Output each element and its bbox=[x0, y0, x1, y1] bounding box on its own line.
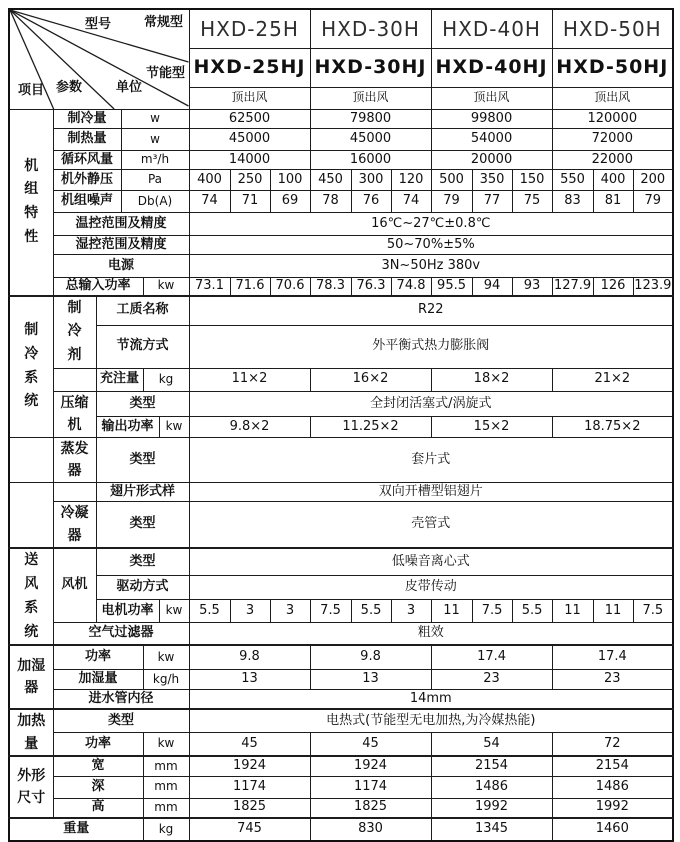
group-label: 制冷剂 bbox=[67, 299, 82, 364]
value-cell: 15×2 bbox=[431, 417, 552, 437]
value-cell: 20000 bbox=[431, 151, 552, 170]
value-cell: 3 bbox=[391, 600, 431, 623]
empty-cell bbox=[9, 437, 53, 483]
value-cell: 2154 bbox=[552, 756, 673, 776]
value-cell: 45000 bbox=[189, 129, 310, 151]
row-label: 类型 bbox=[53, 709, 189, 732]
corner-label-regular: 常规型 bbox=[144, 15, 184, 30]
value-cell: 250 bbox=[230, 170, 270, 191]
model-header: HXD-30H bbox=[310, 9, 431, 49]
value-cell: 16℃~27℃±0.8℃ bbox=[189, 213, 673, 236]
value-cell: 1460 bbox=[552, 818, 673, 841]
row-unit: mm bbox=[143, 776, 189, 798]
value-cell: 皮带传动 bbox=[189, 576, 673, 600]
value-cell: 74.8 bbox=[391, 278, 431, 296]
group-refrigerant bbox=[53, 296, 96, 369]
row-label: 深 bbox=[53, 776, 143, 798]
value-cell: 74 bbox=[391, 191, 431, 213]
model-header-eco: HXD-50HJ bbox=[552, 49, 673, 88]
row-label: 充注量 bbox=[96, 368, 143, 391]
row-label: 总输入功率 bbox=[53, 278, 143, 296]
row-label: 驱动方式 bbox=[96, 576, 189, 600]
value-cell: 200 bbox=[633, 170, 673, 191]
value-cell: 1174 bbox=[189, 776, 310, 798]
value-cell: 71.6 bbox=[230, 278, 270, 296]
value-cell: 350 bbox=[472, 170, 512, 191]
row-label: 电机功率 bbox=[96, 600, 159, 623]
value-cell: 75 bbox=[512, 191, 552, 213]
value-cell: 74 bbox=[189, 191, 230, 213]
value-cell: 3N~50Hz 380v bbox=[189, 255, 673, 278]
value-cell: 9.8 bbox=[189, 645, 310, 669]
model-header: HXD-25H bbox=[189, 9, 310, 49]
value-cell: 3 bbox=[270, 600, 310, 623]
row-unit: kw bbox=[143, 278, 189, 296]
value-cell: 300 bbox=[351, 170, 391, 191]
value-cell: 76 bbox=[351, 191, 391, 213]
row-label: 输出功率 bbox=[96, 417, 159, 437]
table-row bbox=[9, 818, 673, 841]
value-cell: 2154 bbox=[431, 756, 552, 776]
row-label: 循环风量 bbox=[53, 151, 121, 170]
value-cell: 1486 bbox=[552, 776, 673, 798]
row-label: 加湿量 bbox=[53, 669, 143, 689]
model-header-eco: HXD-30HJ bbox=[310, 49, 431, 88]
table-row bbox=[9, 417, 673, 437]
value-cell: 550 bbox=[552, 170, 593, 191]
table-row bbox=[9, 483, 673, 502]
row-unit: kw bbox=[159, 600, 189, 623]
value-cell: 壳管式 bbox=[189, 502, 673, 548]
row-label: 类型 bbox=[96, 437, 189, 483]
value-cell: 127.9 bbox=[552, 278, 593, 296]
row-label: 温控范围及精度 bbox=[53, 213, 189, 236]
row-label: 制冷量 bbox=[53, 110, 121, 129]
value-cell: 1825 bbox=[189, 798, 310, 818]
value-cell: 1924 bbox=[189, 756, 310, 776]
value-cell: 电热式(节能型无电加热,为冷媒热能) bbox=[189, 709, 673, 732]
row-unit: mm bbox=[143, 798, 189, 818]
value-cell: 7.5 bbox=[472, 600, 512, 623]
table-row bbox=[9, 576, 673, 600]
model-header-eco: HXD-40HJ bbox=[431, 49, 552, 88]
value-cell: 1992 bbox=[431, 798, 552, 818]
group-label: 压缩机 bbox=[60, 394, 89, 434]
value-cell: 400 bbox=[593, 170, 633, 191]
table-row bbox=[9, 776, 673, 798]
table-row bbox=[9, 669, 673, 689]
value-cell: 17.4 bbox=[431, 645, 552, 669]
row-unit: w bbox=[121, 129, 189, 151]
table-row bbox=[9, 170, 673, 191]
value-cell: 11×2 bbox=[189, 368, 310, 391]
group-label: 冷凝器 bbox=[60, 505, 89, 544]
value-cell: 45 bbox=[189, 732, 310, 756]
table-row bbox=[9, 9, 673, 49]
value-cell: 71 bbox=[230, 191, 270, 213]
value-cell: 5.5 bbox=[512, 600, 552, 623]
row-label: 进水管内径 bbox=[53, 689, 189, 709]
row-unit: m³/h bbox=[121, 151, 189, 170]
empty-cell bbox=[9, 483, 53, 548]
table-row bbox=[9, 798, 673, 818]
value-cell: 70.6 bbox=[270, 278, 310, 296]
section-cooling-system bbox=[9, 296, 53, 438]
value-cell: 5.5 bbox=[351, 600, 391, 623]
value-cell: 1174 bbox=[310, 776, 431, 798]
value-cell: 126 bbox=[593, 278, 633, 296]
diagonal-header bbox=[10, 10, 189, 109]
row-label: 类型 bbox=[96, 391, 189, 416]
row-label: 功率 bbox=[53, 645, 143, 669]
model-header: HXD-50H bbox=[552, 9, 673, 49]
value-cell: 54 bbox=[431, 732, 552, 756]
value-cell: 72000 bbox=[552, 129, 673, 151]
value-cell: 双向开槽型铝翅片 bbox=[189, 483, 673, 502]
row-unit: kw bbox=[143, 645, 189, 669]
value-cell: 1992 bbox=[552, 798, 673, 818]
air-outlet-cell: 顶出风 bbox=[431, 87, 552, 109]
value-cell: 1345 bbox=[431, 818, 552, 841]
value-cell: 79 bbox=[633, 191, 673, 213]
value-cell: 18.75×2 bbox=[552, 417, 673, 437]
value-cell: 粗效 bbox=[189, 623, 673, 646]
section-air-system bbox=[9, 548, 53, 645]
value-cell: 1486 bbox=[431, 776, 552, 798]
value-cell: 150 bbox=[512, 170, 552, 191]
corner-label-eco: 节能型 bbox=[146, 66, 186, 81]
value-cell: 11 bbox=[593, 600, 633, 623]
value-cell: 81 bbox=[593, 191, 633, 213]
value-cell: 95.5 bbox=[431, 278, 472, 296]
value-cell: 13 bbox=[310, 669, 431, 689]
value-cell: 16000 bbox=[310, 151, 431, 170]
table-row bbox=[9, 391, 673, 416]
value-cell: 99800 bbox=[431, 110, 552, 129]
value-cell: 5.5 bbox=[189, 600, 230, 623]
section-heating bbox=[9, 709, 53, 756]
empty-cell bbox=[53, 483, 96, 502]
table-row bbox=[9, 255, 673, 278]
air-outlet-cell: 顶出风 bbox=[310, 87, 431, 109]
table-row bbox=[9, 151, 673, 170]
value-cell: 3 bbox=[230, 600, 270, 623]
value-cell: 83 bbox=[552, 191, 593, 213]
group-evaporator bbox=[53, 437, 96, 483]
value-cell: 7.5 bbox=[633, 600, 673, 623]
value-cell: 16×2 bbox=[310, 368, 431, 391]
row-unit: Pa bbox=[121, 170, 189, 191]
value-cell: 120000 bbox=[552, 110, 673, 129]
row-label: 宽 bbox=[53, 756, 143, 776]
row-unit: kg bbox=[143, 818, 189, 841]
air-outlet-cell: 顶出风 bbox=[189, 87, 310, 109]
spec-table bbox=[8, 8, 674, 842]
row-label: 制热量 bbox=[53, 129, 121, 151]
row-unit: kg/h bbox=[143, 669, 189, 689]
row-label: 翅片形式样 bbox=[96, 483, 189, 502]
table-row bbox=[9, 732, 673, 756]
row-unit: kw bbox=[159, 417, 189, 437]
value-cell: 100 bbox=[270, 170, 310, 191]
table-row bbox=[9, 213, 673, 236]
value-cell: 7.5 bbox=[310, 600, 351, 623]
value-cell: 450 bbox=[310, 170, 351, 191]
table-row bbox=[9, 191, 673, 213]
value-cell: 50~70%±5% bbox=[189, 236, 673, 255]
value-cell: 14mm bbox=[189, 689, 673, 709]
value-cell: 78 bbox=[310, 191, 351, 213]
diagonal-header-cell bbox=[9, 9, 189, 110]
row-unit: w bbox=[121, 110, 189, 129]
row-label: 电源 bbox=[53, 255, 189, 278]
model-header: HXD-40H bbox=[431, 9, 552, 49]
row-label: 机组噪声 bbox=[53, 191, 121, 213]
value-cell: 外平衡式热力膨胀阀 bbox=[189, 325, 673, 368]
value-cell: R22 bbox=[189, 296, 673, 326]
corner-label-model: 型号 bbox=[85, 17, 112, 32]
table-row bbox=[9, 548, 673, 575]
table-row bbox=[9, 645, 673, 669]
table-row bbox=[9, 689, 673, 709]
value-cell: 21×2 bbox=[552, 368, 673, 391]
value-cell: 22000 bbox=[552, 151, 673, 170]
table-row bbox=[9, 437, 673, 483]
corner-label-item: 项目 bbox=[18, 83, 45, 98]
corner-label-unit: 单位 bbox=[116, 80, 143, 95]
empty-cell bbox=[53, 368, 96, 391]
group-compressor bbox=[53, 391, 96, 437]
value-cell: 830 bbox=[310, 818, 431, 841]
value-cell: 全封闭活塞式/涡旋式 bbox=[189, 391, 673, 416]
table-row bbox=[9, 278, 673, 296]
value-cell: 23 bbox=[552, 669, 673, 689]
group-fan bbox=[53, 548, 96, 622]
value-cell: 45 bbox=[310, 732, 431, 756]
value-cell: 62500 bbox=[189, 110, 310, 129]
table-row bbox=[9, 236, 673, 255]
section-label: 加湿器 bbox=[17, 658, 46, 697]
value-cell: 11.25×2 bbox=[310, 417, 431, 437]
value-cell: 18×2 bbox=[431, 368, 552, 391]
value-cell: 120 bbox=[391, 170, 431, 191]
table-row bbox=[9, 296, 673, 326]
value-cell: 400 bbox=[189, 170, 230, 191]
table-row bbox=[9, 368, 673, 391]
value-cell: 45000 bbox=[310, 129, 431, 151]
value-cell: 54000 bbox=[431, 129, 552, 151]
row-unit: mm bbox=[143, 756, 189, 776]
value-cell: 23 bbox=[431, 669, 552, 689]
value-cell: 套片式 bbox=[189, 437, 673, 483]
section-label: 送风系统 bbox=[24, 552, 39, 640]
row-label: 高 bbox=[53, 798, 143, 818]
row-label: 类型 bbox=[96, 548, 189, 575]
group-condenser bbox=[53, 502, 96, 548]
value-cell: 11 bbox=[431, 600, 472, 623]
value-cell: 72 bbox=[552, 732, 673, 756]
row-label: 工质名称 bbox=[96, 296, 189, 326]
group-label: 蒸发器 bbox=[60, 440, 89, 480]
value-cell: 745 bbox=[189, 818, 310, 841]
table-row bbox=[9, 129, 673, 151]
value-cell: 500 bbox=[431, 170, 472, 191]
section-label: 机组特性 bbox=[24, 157, 39, 246]
table-row bbox=[9, 623, 673, 646]
row-label: 重量 bbox=[9, 818, 143, 841]
table-row bbox=[9, 502, 673, 548]
row-unit: kg bbox=[143, 368, 189, 391]
table-row bbox=[9, 600, 673, 623]
row-label: 空气过滤器 bbox=[53, 623, 189, 646]
row-label: 节流方式 bbox=[96, 325, 189, 368]
value-cell: 79800 bbox=[310, 110, 431, 129]
section-label: 加热量 bbox=[17, 713, 46, 752]
row-unit: Db(A) bbox=[121, 191, 189, 213]
value-cell: 9.8 bbox=[310, 645, 431, 669]
row-label: 功率 bbox=[53, 732, 143, 756]
section-label: 外形尺寸 bbox=[17, 767, 46, 807]
value-cell: 79 bbox=[431, 191, 472, 213]
value-cell: 13 bbox=[189, 669, 310, 689]
value-cell: 1924 bbox=[310, 756, 431, 776]
value-cell: 9.8×2 bbox=[189, 417, 310, 437]
section-label: 制冷系统 bbox=[24, 321, 39, 410]
table-row bbox=[9, 325, 673, 368]
value-cell: 低噪音离心式 bbox=[189, 548, 673, 575]
value-cell: 93 bbox=[512, 278, 552, 296]
value-cell: 123.9 bbox=[633, 278, 673, 296]
value-cell: 94 bbox=[472, 278, 512, 296]
value-cell: 76.3 bbox=[351, 278, 391, 296]
value-cell: 11 bbox=[552, 600, 593, 623]
value-cell: 14000 bbox=[189, 151, 310, 170]
row-label: 湿控范围及精度 bbox=[53, 236, 189, 255]
table-row bbox=[9, 756, 673, 776]
value-cell: 73.1 bbox=[189, 278, 230, 296]
row-label: 机外静压 bbox=[53, 170, 121, 191]
group-label: 风机 bbox=[61, 577, 88, 593]
row-label: 类型 bbox=[96, 502, 189, 548]
row-unit: kw bbox=[143, 732, 189, 756]
corner-label-param: 参数 bbox=[56, 80, 83, 95]
table-row bbox=[9, 110, 673, 129]
model-header-eco: HXD-25HJ bbox=[189, 49, 310, 88]
value-cell: 77 bbox=[472, 191, 512, 213]
value-cell: 17.4 bbox=[552, 645, 673, 669]
value-cell: 78.3 bbox=[310, 278, 351, 296]
section-unit-features bbox=[9, 110, 53, 296]
value-cell: 69 bbox=[270, 191, 310, 213]
value-cell: 1825 bbox=[310, 798, 431, 818]
air-outlet-cell: 顶出风 bbox=[552, 87, 673, 109]
table-row bbox=[9, 709, 673, 732]
section-humidifier bbox=[9, 645, 53, 709]
